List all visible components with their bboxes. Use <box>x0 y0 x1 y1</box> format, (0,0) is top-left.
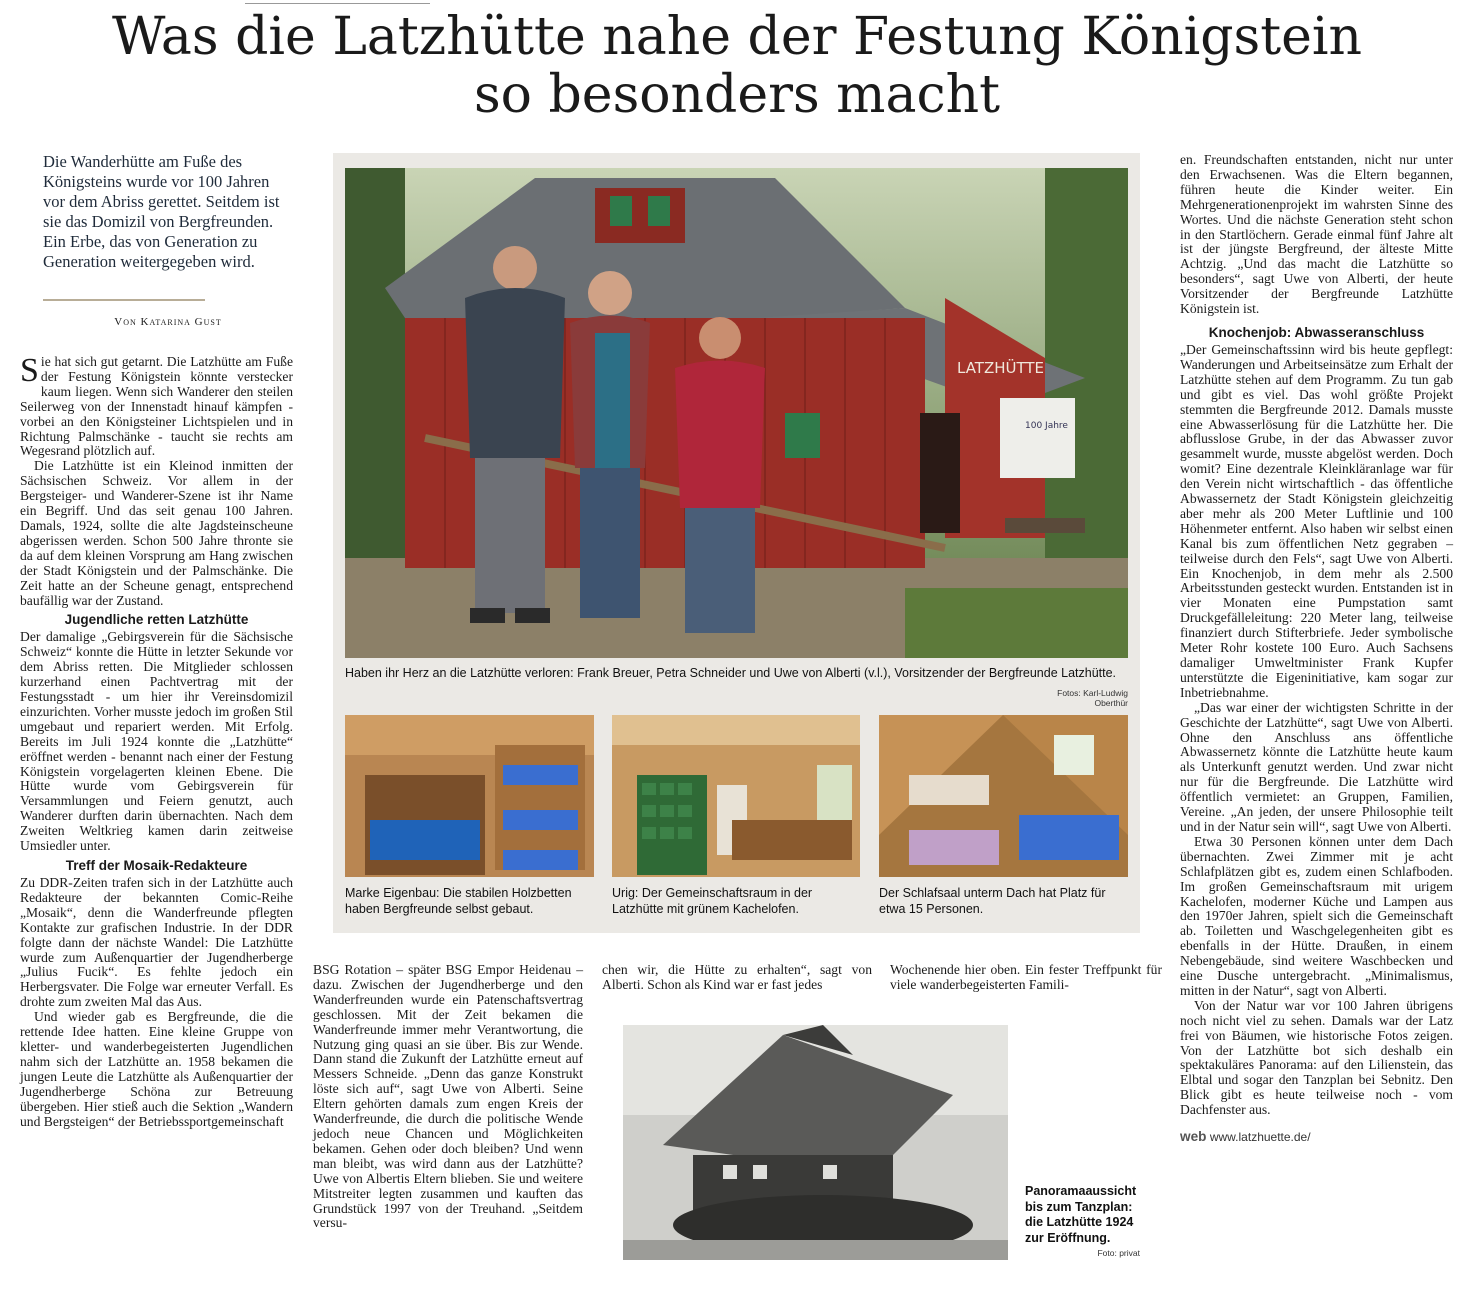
intro-teaser: Die Wanderhütte am Fuße des Königsteins wurde vor 100 Jahren vor dem Abriss gerettet. Seitdem ist sie das Domizil von Bergfreunden. Ein Erbe, das von Generation zu Generation weitergegeben wird. <box>43 152 280 271</box>
web-label: web <box>1180 1129 1207 1145</box>
historic-caption <box>1025 1184 1140 1246</box>
paragraph: Wochenende hier oben. Ein fester Treffpunkt für viele wanderbegeisterten Famili- <box>890 962 1162 992</box>
column-3 <box>602 963 872 993</box>
subheading: Jugendliche retten Latzhütte <box>64 612 249 628</box>
anniversary-banner: 100 Jahre <box>1025 421 1068 431</box>
common-room-caption: Urig: Der Gemeinschaftsraum in der Latzhütte mit grünem Kachelofen. <box>612 886 813 916</box>
headline <box>0 8 1474 124</box>
bunk-beds-illustration <box>345 715 594 877</box>
subheading: Knochenjob: Abwasseranschluss <box>1208 324 1425 340</box>
paragraph: Von der Natur war vor 100 Jahren übrigens noch nicht viel zu sehen. Damals war der Latz frei von Bäumen, wie historische Fotos zeigen. Von der Latzhütte bot sich deshalb ein spektakuläres Panorama: auf den Lilienstein, das Elbtal und sogar den Tanzplan bei Sebnitz. Den Blick gibt es heute teilweise noch - vom Dachfenster aus. <box>1180 997 1453 1118</box>
historic-photo <box>623 1025 1008 1260</box>
main-photo-caption: Haben ihr Herz an die Latzhütte verloren: Frank Breuer, Petra Schneider und Uwe von Alberti (v.l.), Vorsitzender der Bergfreunde Latzhütte. <box>345 666 1117 680</box>
column-1 <box>20 352 293 1129</box>
paragraph: BSG Rotation – später BSG Empor Heidenau – dazu. Zwischen der Jugendherberge und den Wanderfreunden wurde ein Patenschaftsvertrag geschlossen. Mit der Zeit bekamen die Wanderfreunde immer mehr Verantwortung, die Nutzung ging quasi an sie über. Bis zur Wende. Dann stand die Zukunft der Latzhütte erneut auf Messers Schneide. „Denn das ganze Konstrukt löste sich auf“, sagt Uwe von Alberti. Seine Eltern gehörten damals zum engen Kreis der Wanderfreunde, die durch die politische Wende jedoch neue Chancen und Möglichkeiten bekamen. Gehen oder doch bleiben? Und wenn man bleibt, was wird dann aus der Latzhütte? Uwe von Albertis Eltern blieben. Sie und weitere Mitstreiter legten zusammen und kauften das Grundstück 1997 von der Treuhand. „Seitdem versu- <box>313 962 583 1231</box>
subheading: Treff der Mosaik-Redakteure <box>65 858 248 873</box>
column-4 <box>890 963 1162 993</box>
column-2 <box>313 963 583 1231</box>
web-reference <box>1180 1130 1453 1145</box>
paragraph: chen wir, die Hütte zu erhalten“, sagt von Alberti. Schon als Kind war er fast jedes <box>602 962 872 992</box>
dormitory-caption: Der Schlafsaal unterm Dach hat Platz für etwa 15 Personen. <box>879 886 1106 916</box>
common-room-illustration <box>612 715 860 877</box>
historic-credit: Foto: privat <box>1097 1248 1140 1258</box>
historic-hut-illustration <box>623 1025 1008 1260</box>
web-link[interactable]: www.latzhuette.de/ <box>1209 1130 1311 1145</box>
paragraph: Die Latzhütte ist ein Kleinod inmitten der Sächsischen Schweiz. Vor allem in der Bergsteiger- und Wanderer-Szene ist ihr Name ein Begriff. Und das seit genau 100 Jahren. Damals, 1924, sollte die alte Jagdsteinscheune abgerissen werden. Schon 500 Jahre thronte sie da auf dem kleinen Vorsprung am Hang zwischen der Stadt Königstein und der Palmschänke. Die Zeit hatte an der Scheune genagt, entsprechend baufällig war der Zustand. <box>20 458 293 608</box>
paragraph: „Der Gemeinschaftssinn wird bis heute gepflegt: Wanderungen und Arbeitseinsätze zum Erhalt der Latzhütte stehen auf dem Programm. Zu tun gab und gibt es viel. Das wohl größte Projekt stemmten die Bergfreunde 2012. Damals musste eine Abwasserlösung für die Latzhütte her. Die abflusslose Grube, in der das Abwasser zuvor gesammelt wurde, musste abgelöst werden. Doch womit? Eine dezentrale Kleinkläranlage war für den Verein nicht wirtschaftlich - das öffentliche Abwassernetz der Stadt Königstein gleichzeitig aber mehr als 200 Meter Luftlinie und 100 Höhenmeter entfernt. Also haben wir selbst einen Kanal bis zum öffentlichen Netz gegraben – teilweise durch den Fels“, sagt Uwe von Alberti. Ein Knochenjob, in dem mehr als 2.500 Arbeitsstunden gesteckt wurden. Entstanden ist in vier Monaten eine Pumpstation samt Druckgefälleleitung: 220 Meter lang, teilweise finanziert durch Stifterbriefe. Jeder symbolische Meter Rohr kostete 100 Euro. Auch Sachsens damaliger Umweltminister Frank Kupfer unterstützte die Eigeninitiative, kam sogar zur Inbetriebnahme. <box>1180 341 1453 700</box>
intro-divider <box>43 299 205 301</box>
paragraph: Der damalige „Gebirgsverein für die Sächsische Schweiz“ konnte die Hütte in letzter Sekunde vor dem Abriss retten. Die Mitglieder schlossen kurzerhand einen Pachtvertrag mit der Festungsstadt - um hier ihr Vereinsdomizil einzurichten. Vorher musste jedoch im großen Stil umgebaut und repariert werden. Mit Erfolg. Bereits im Juli 1924 konnte die „Latzhütte“ eröffnet werden - benannt nach einer der Festung Königstein vorgelagerten kleinen Ebene. Die Hütte wurde vom Gebirgsverein für Versammlungen und Feiern genutzt, auch Wanderer durften darin übernachten. Nach dem Zweiten Weltkrieg kamen darin zeitweise Umsiedler unter. <box>20 629 293 854</box>
byline <box>43 316 293 328</box>
dormitory-photo <box>879 715 1128 877</box>
headline-line-2: so besonders macht <box>473 65 1001 125</box>
bunk-beds-caption: Marke Eigenbau: Die stabilen Holzbetten haben Bergfreunde selbst gebaut. <box>345 886 572 916</box>
historic-caption-text: Panoramaaussicht bis zum Tanzplan: die Latzhütte 1924 zur Eröffnung. <box>1025 1184 1137 1245</box>
paragraph: Zu DDR-Zeiten trafen sich in der Latzhütte auch Redakteure der bekannten Comic-Reihe „Mosaik“, denn die Wanderfreunde pflegten Kontakte zur grafischen Industrie. In der DDR folgte dann der nächste Wandel: Die Latzhütte wurde zum Außenquartier der Jugendherberge „Julius Fucik“. Es fehlte jedoch ein Herbergsvater. Die Folge war erneuter Verfall. Es drohte zum zweiten Mal das Aus. <box>20 875 293 1010</box>
main-photo-credit: Fotos: Karl-Ludwig Oberthür <box>1057 688 1128 708</box>
hut-illustration <box>345 168 1128 658</box>
bunk-beds-photo <box>345 715 594 877</box>
common-room-photo <box>612 715 860 877</box>
paragraph-text: ie hat sich gut getarnt. Die Latzhütte am Fuße der Festung Königstein könnte verstecker kaum liegen. Wenn sich Wanderer den steilen Seilerweg von der Innenstadt hinauf kämpfen - vorbei an den Königsteiner Lichtspielen und in Richtung Palmschänke - taucht sie rechts am Wegesrand plötzlich auf. <box>20 354 293 459</box>
paragraph <box>20 352 293 459</box>
column-5 <box>1180 153 1453 1145</box>
paragraph: en. Freundschaften entstanden, nicht nur unter den Erwachsenen. Was die Eltern begannen, führen heute die Kinder weiter. Ein Mehrgenerationenprojekt im wahrsten Sinne des Wortes. Und die nächste Generation steht schon in den Startlöchern. Gerade einmal fünf Jahre alt ist der jüngste Bergfreund, der älteste Mitte Achtzig. „Und das macht die Latzhütte so besonders“, sagt Uwe von Alberti, der heute Vorsitzender der Bergfreunde Latzhütte Königstein ist. <box>1180 152 1453 317</box>
drop-cap: S <box>20 352 39 389</box>
paragraph: „Das war einer der wichtigsten Schritte in der Geschichte der Latzhütte“, sagt Uwe von Alberti. Ohne den Anschluss ans öffentliche Abwassernetz könnte die Latzhütte heute kaum als Unterkunft genutzt werden. Und zwar nicht nur für die Bergfreunde. Die Latzhütte wird öffentlich vermietet: an Gruppen, Familien, Vereine. „An jeden, der unsere Philosophie teilt und in der Natur sein will“, sagt Uwe von Alberti. <box>1180 699 1453 834</box>
paragraph: Und wieder gab es Bergfreunde, die die rettende Idee hatten. Eine kleine Gruppe von kletter- und wanderbegeisterten Jugendlichen nahm sich der Latzhütte an. 1958 bekamen die jungen Leute die Latzhütte als Außenquartier der Jugendherberge Schöna zur Betreuung übergeben. Hier stieß auch die Sektion „Wandern und Bergsteigen“ der Betriebssportgemeinschaft <box>20 1009 293 1129</box>
dormitory-illustration <box>879 715 1128 877</box>
main-photo <box>345 168 1128 658</box>
top-rule <box>245 0 430 4</box>
paragraph: Etwa 30 Personen können unter dem Dach übernachten. Zwei Zimmer mit je acht Schlafplätzen gibt es, zudem einen Schlafboden. Im großen Gemeinschaftsraum mit urigem Kachelofen, moderner Küche und Lampen aus den 1970er Jahren, spielt sich die Gemeinschaft ab. Toiletten und Waschgelegenheiten gibt es ebenfalls in der Hütte. Draußen, in einem Nebengebäude, sind weitere Waschbecken und eine Dusche untergebracht. „Minimalismus, mitten in der Natur“, sagt von Alberti. <box>1180 833 1453 998</box>
byline-text: Von Katarina Gust <box>114 316 222 328</box>
hut-sign: LATZHÜTTE <box>957 359 1045 377</box>
headline-line-1: Was die Latzhütte nahe der Festung Königstein <box>111 7 1363 67</box>
